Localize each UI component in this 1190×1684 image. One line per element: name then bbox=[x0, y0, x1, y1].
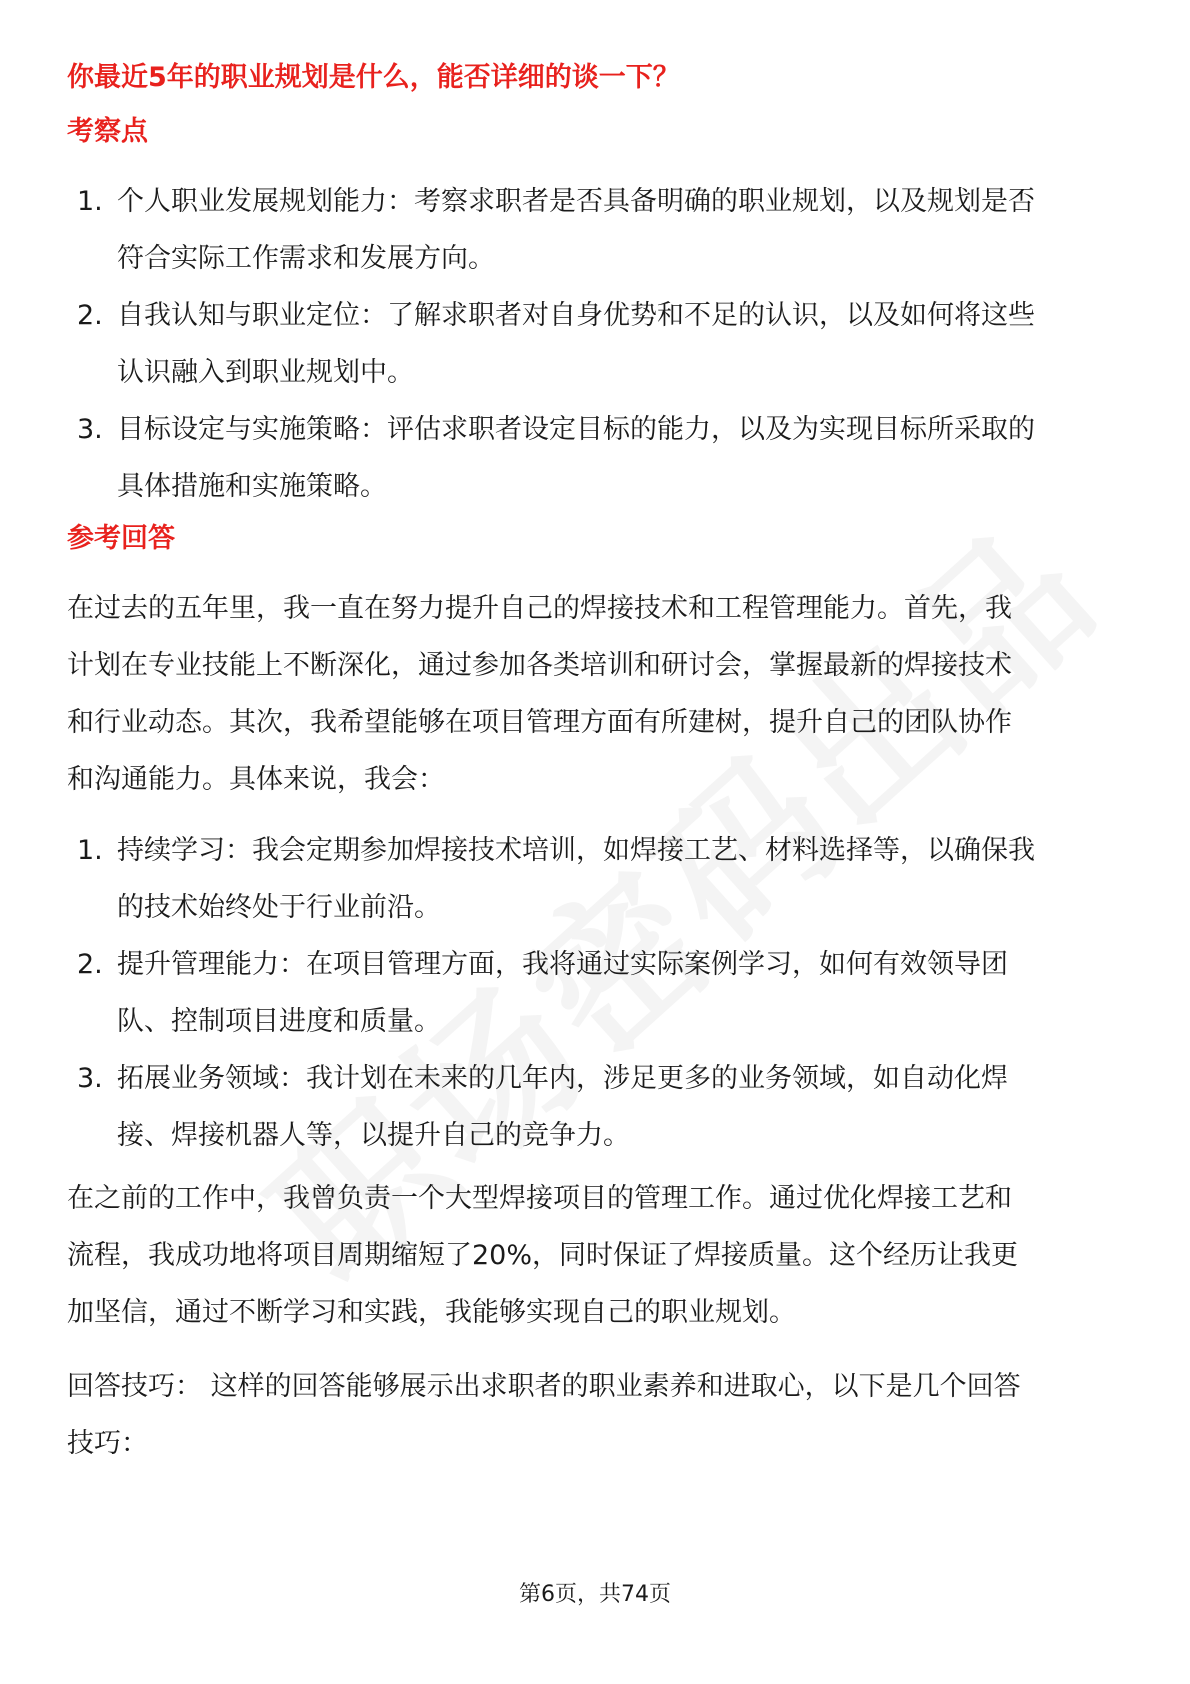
list-item-number: 1. bbox=[77, 835, 103, 866]
list-item bbox=[0, 822, 1037, 936]
reference-answer-heading: 参考回答 bbox=[67, 523, 175, 554]
list-item-number: 1. bbox=[77, 186, 103, 217]
list-item bbox=[0, 401, 1037, 515]
exam-points-heading: 考察点 bbox=[67, 116, 148, 147]
list-item-number: 3. bbox=[77, 414, 103, 445]
answer-steps-list bbox=[0, 822, 1190, 1164]
list-item-text: 自我认知与职业定位：了解求职者对自身优势和不足的认识，以及如何将这些认识融入到职业规划中。 bbox=[117, 300, 1035, 388]
list-item bbox=[0, 936, 1037, 1050]
list-item-number: 2. bbox=[77, 300, 103, 331]
page-number: 第6页，共74页 bbox=[519, 1582, 671, 1607]
exam-points-list bbox=[0, 173, 1190, 515]
list-item-text: 个人职业发展规划能力：考察求职者是否具备明确的职业规划，以及规划是否符合实际工作需求和发展方向。 bbox=[117, 186, 1035, 274]
list-item-text: 目标设定与实施策略：评估求职者设定目标的能力，以及为实现目标所采取的具体措施和实施策略。 bbox=[117, 414, 1035, 502]
list-item-text: 拓展业务领域：我计划在未来的几年内，涉足更多的业务领域，如自动化焊接、焊接机器人等，以提升自己的竞争力。 bbox=[117, 1063, 1008, 1151]
list-item bbox=[0, 1050, 1037, 1164]
list-item-number: 3. bbox=[77, 1063, 103, 1094]
list-item-text: 持续学习：我会定期参加焊接技术培训，如焊接工艺、材料选择等，以确保我的技术始终处于行业前沿。 bbox=[117, 835, 1035, 923]
question-title: 你最近5年的职业规划是什么，能否详细的谈一下？ bbox=[67, 62, 680, 93]
list-item-number: 2. bbox=[77, 949, 103, 980]
list-item bbox=[0, 173, 1037, 287]
list-item bbox=[0, 287, 1037, 401]
answer-intro-paragraph: 在过去的五年里，我一直在努力提升自己的焊接技术和工程管理能力。首先，我计划在专业技能上不断深化，通过参加各类培训和研讨会，掌握最新的焊接技术和行业动态。其次，我希望能够在项目管理方面有所建树，提升自己的团队协作和沟通能力。具体来说，我会： bbox=[67, 593, 1012, 795]
experience-paragraph: 在之前的工作中，我曾负责一个大型焊接项目的管理工作。通过优化焊接工艺和流程，我成功地将项目周期缩短了20%，同时保证了焊接质量。这个经历让我更加坚信，通过不断学习和实践，我能够实现自己的职业规划。 bbox=[67, 1183, 1019, 1328]
list-item-text: 提升管理能力：在项目管理方面，我将通过实际案例学习，如何有效领导团队、控制项目进度和质量。 bbox=[117, 949, 1008, 1037]
tips-paragraph: 回答技巧： 这样的回答能够展示出求职者的职业素养和进取心，以下是几个回答技巧： bbox=[67, 1371, 1021, 1459]
